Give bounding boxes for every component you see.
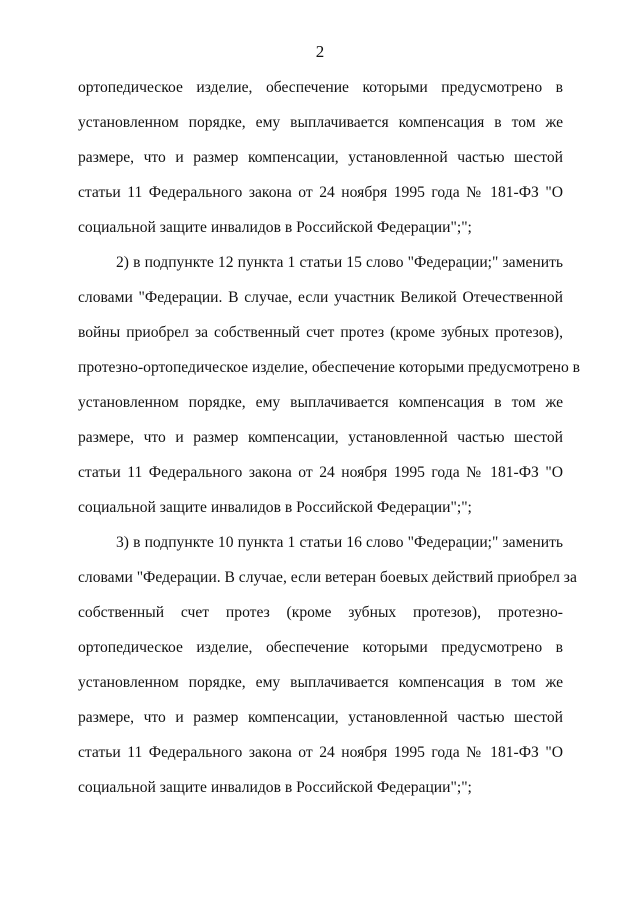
text-line: установленном порядке, ему выплачивается компенсация в том же [78, 674, 563, 691]
text-line: социальной защите инвалидов в Российской Федерации";"; [78, 499, 472, 516]
text-line: словами "Федерации. В случае, если участник Великой Отечественной [78, 289, 563, 306]
text-line: ортопедическое изделие, обеспечение которыми предусмотрено в [78, 79, 563, 96]
text-line: статьи 11 Федерального закона от 24 ноября 1995 года № 181-ФЗ "О [78, 744, 563, 761]
text-line: размере, что и размер компенсации, установленной частью шестой [78, 709, 563, 726]
text-line: социальной защите инвалидов в Российской Федерации";"; [78, 219, 472, 236]
text-line: статьи 11 Федерального закона от 24 ноября 1995 года № 181-ФЗ "О [78, 184, 563, 201]
text-line: установленном порядке, ему выплачивается компенсация в том же [78, 114, 563, 131]
text-line: установленном порядке, ему выплачивается компенсация в том же [78, 394, 563, 411]
text-line: войны приобрел за собственный счет протез (кроме зубных протезов), [78, 324, 563, 341]
text-line: протезно-ортопедическое изделие, обеспечение которыми предусмотрено в [78, 359, 581, 376]
paragraph-item-3-first-line: 3) в подпункте 10 пункта 1 статьи 16 слово "Федерации;" заменить [116, 534, 563, 551]
text-line: ортопедическое изделие, обеспечение которыми предусмотрено в [78, 639, 563, 656]
text-line: статьи 11 Федерального закона от 24 ноября 1995 года № 181-ФЗ "О [78, 464, 563, 481]
text-line: размере, что и размер компенсации, установленной частью шестой [78, 429, 563, 446]
text-line: размере, что и размер компенсации, установленной частью шестой [78, 149, 563, 166]
text-line: социальной защите инвалидов в Российской Федерации";"; [78, 779, 472, 796]
text-line: словами "Федерации. В случае, если ветеран боевых действий приобрел за [78, 569, 577, 586]
text-line: собственный счет протез (кроме зубных протезов), протезно- [78, 604, 563, 621]
paragraph-item-2-first-line: 2) в подпункте 12 пункта 1 статьи 15 слово "Федерации;" заменить [116, 254, 563, 271]
page-number: 2 [315, 42, 325, 61]
